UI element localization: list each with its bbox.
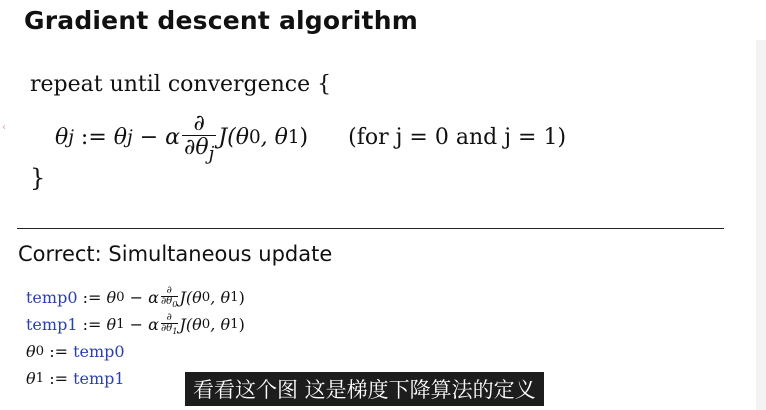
close-brace: } (30, 164, 46, 192)
theta0-value: temp0 (73, 341, 125, 361)
temp1-assign: := (77, 314, 107, 334)
rule-minus-alpha: − α (132, 125, 180, 151)
temp1-minus-alpha: − α (124, 314, 159, 334)
video-subtitle: 看看这个图 这是梯度下降算法的定义 (185, 372, 544, 406)
temp1-partial-den-text: ∂θ (160, 323, 173, 335)
rule-partial-den-text: ∂θ (184, 135, 209, 161)
rule-partial-den-sub: j (208, 143, 215, 165)
theta1-var-sub: 1 (35, 370, 45, 386)
temp1-cost-sub1: 1 (230, 316, 239, 332)
temp0-cost-close: ) (238, 287, 245, 307)
temp1-theta-sub: 1 (116, 316, 125, 332)
theta0-var: θ (26, 341, 36, 361)
theta1-value: temp1 (73, 368, 125, 388)
temp0-cost: J(θ (179, 287, 202, 307)
temp0-cost-sub0: 0 (201, 289, 211, 305)
temp0-partial-num: ∂ (166, 285, 172, 297)
temp1-cost: J(θ (179, 314, 202, 334)
right-edge-bar (756, 40, 766, 410)
temp0-cost-comma: , θ (210, 287, 231, 307)
section-heading: Correct: Simultaneous update (18, 242, 333, 266)
rule-note: (for j = 0 and j = 1) (348, 125, 567, 151)
rule-cost-close: ) (299, 125, 309, 151)
temp1-partial-den-sub: 1 (172, 326, 178, 337)
temp1-theta: θ (106, 314, 117, 334)
temp0-var: temp0 (26, 287, 78, 307)
rule-partial-num: ∂ (193, 111, 205, 136)
rule-cost-sub0: 0 (248, 127, 261, 149)
temp0-cost-sub1: 1 (230, 289, 239, 305)
temp1-cost-sub0: 0 (201, 316, 211, 332)
temp1-partial-fraction (161, 313, 178, 335)
update-row-temp0 (26, 284, 245, 311)
rule-cost-comma: , θ (260, 125, 288, 151)
update-row-temp1 (26, 311, 245, 338)
rule-theta: θ (113, 125, 128, 151)
temp0-partial-den (161, 296, 178, 308)
margin-mark: ‹ (2, 122, 6, 133)
temp0-minus-alpha: − α (124, 287, 159, 307)
rule-cost-sub1: 1 (287, 127, 300, 149)
theta0-assign: := (44, 341, 74, 361)
temp1-var: temp1 (26, 314, 78, 334)
temp0-theta-sub: 0 (116, 289, 125, 305)
rule-assign: := (73, 125, 114, 151)
theta1-assign: := (44, 368, 74, 388)
temp1-partial-den (161, 323, 178, 335)
rule-cost: J(θ (218, 125, 249, 151)
temp1-cost-close: ) (238, 314, 245, 334)
rule-partial-fraction (182, 112, 216, 164)
temp0-assign: := (77, 287, 107, 307)
temp0-partial-den-text: ∂θ (160, 296, 173, 308)
rule-partial-den (182, 135, 216, 164)
temp1-cost-comma: , θ (210, 314, 231, 334)
rule-theta-sub: j (127, 127, 133, 149)
theta1-var: θ (26, 368, 36, 388)
section-divider (17, 228, 724, 229)
slide-title: Gradient descent algorithm (24, 6, 418, 35)
rule-lhs: θ (55, 125, 69, 151)
temp0-partial-fraction (161, 286, 178, 308)
temp1-partial-num: ∂ (166, 312, 172, 324)
theta0-var-sub: 0 (35, 343, 45, 359)
update-rule (55, 112, 566, 164)
update-row-theta0 (26, 338, 245, 365)
repeat-line: repeat until convergence { (30, 72, 332, 97)
rule-lhs-sub: j (68, 127, 74, 149)
temp0-partial-den-sub: 0 (172, 299, 178, 310)
temp0-theta: θ (106, 287, 117, 307)
